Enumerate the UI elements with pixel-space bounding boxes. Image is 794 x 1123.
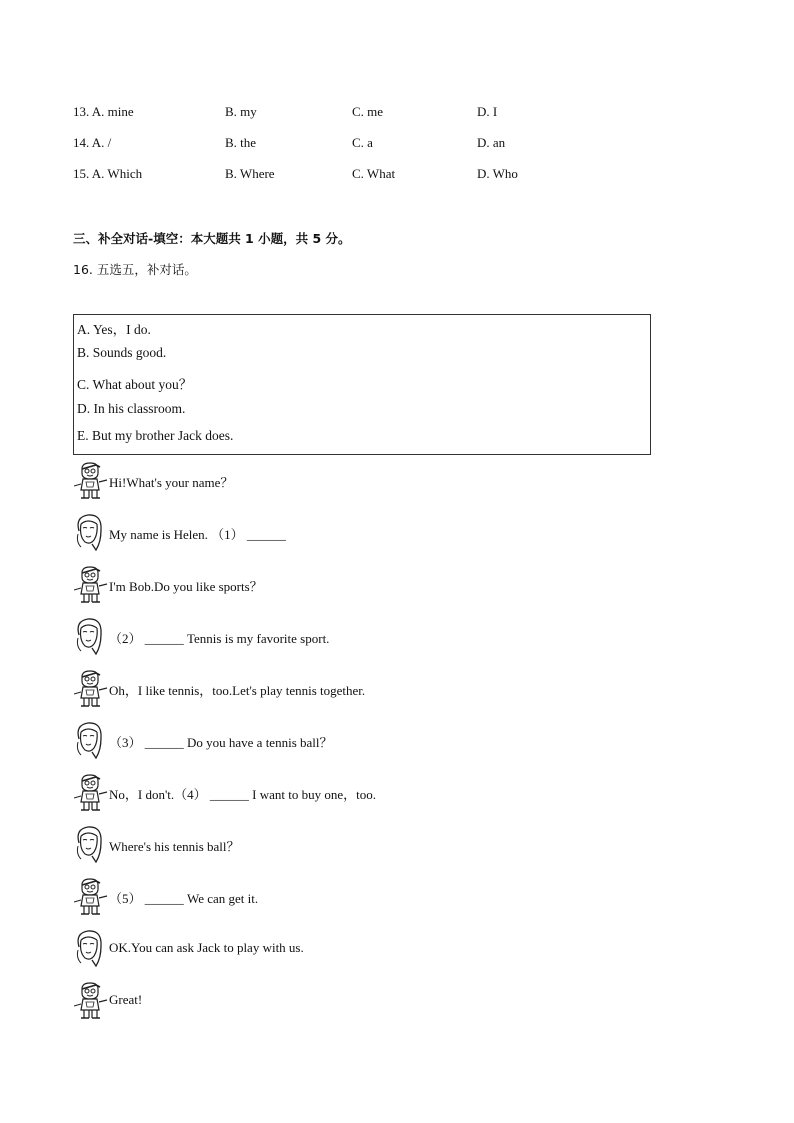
boy-avatar-icon	[72, 564, 108, 604]
option-b: B. my	[225, 104, 257, 119]
dialogue-text: I'm Bob.Do you like sports？	[109, 579, 263, 594]
choice-a: A. Yes，I do.	[77, 322, 151, 337]
option-d: D. Who	[477, 166, 518, 181]
option-d: D. I	[477, 104, 498, 119]
girl-avatar-icon	[72, 824, 108, 864]
option-b: B. the	[225, 135, 257, 150]
option-c: C. a	[352, 135, 373, 150]
dialogue-line	[72, 616, 672, 656]
option-a: 13. A. mine	[73, 104, 134, 119]
girl-avatar-icon	[72, 616, 108, 656]
option-c: C. What	[352, 166, 396, 181]
option-a: 14. A. /	[73, 135, 112, 150]
dialogue-line	[72, 460, 672, 500]
dialogue-line	[72, 980, 672, 1020]
dialogue-text: Oh，I like tennis，too.Let's play tennis together.	[109, 683, 366, 698]
boy-avatar-icon	[72, 460, 108, 500]
girl-avatar-icon	[72, 928, 108, 968]
dialogue-line	[72, 720, 672, 760]
option-d: D. an	[477, 135, 506, 150]
dialogue-text: OK.You can ask Jack to play with us.	[109, 940, 304, 955]
dialogue-line	[72, 564, 672, 604]
choices-box	[73, 314, 651, 455]
dialogue-line	[72, 668, 672, 708]
girl-avatar-icon	[72, 512, 108, 552]
boy-avatar-icon	[72, 980, 108, 1020]
dialogue-text: Great!	[109, 992, 143, 1007]
girl-avatar-icon	[72, 720, 108, 760]
dialogue-text: No，I don't.（4） ______ I want to buy one，too.	[109, 787, 377, 802]
dialogue-text: My name is Helen. （1） ______	[109, 527, 286, 542]
dialogue-text: （2） ______ Tennis is my favorite sport.	[109, 631, 330, 646]
boy-avatar-icon	[72, 772, 108, 812]
option-c: C. me	[352, 104, 384, 119]
dialogue-line	[72, 772, 672, 812]
choice-e: E. But my brother Jack does.	[77, 428, 234, 443]
dialogue-line	[72, 512, 672, 552]
option-b: B. Where	[225, 166, 275, 181]
dialogue-text: （5） ______ We can get it.	[109, 891, 259, 906]
section-heading: 三、补全对话-填空：本大题共 1 小题，共 5 分。	[73, 231, 351, 246]
choice-b: B. Sounds good.	[77, 345, 167, 360]
dialogue-line	[72, 824, 672, 864]
boy-avatar-icon	[72, 876, 108, 916]
choice-d: D. In his classroom.	[77, 401, 186, 416]
dialogue-text: Hi!What's your name？	[109, 475, 234, 490]
dialogue-line	[72, 928, 672, 968]
option-a: 15. A. Which	[73, 166, 143, 181]
dialogue-text: （3） ______ Do you have a tennis ball？	[109, 735, 333, 750]
boy-avatar-icon	[72, 668, 108, 708]
dialogue-line	[72, 876, 672, 916]
question-16-title: 16. 五选五，补对话。	[73, 262, 197, 277]
choice-c: C. What about you？	[77, 377, 193, 392]
dialogue-text: Where's his tennis ball？	[109, 839, 240, 854]
